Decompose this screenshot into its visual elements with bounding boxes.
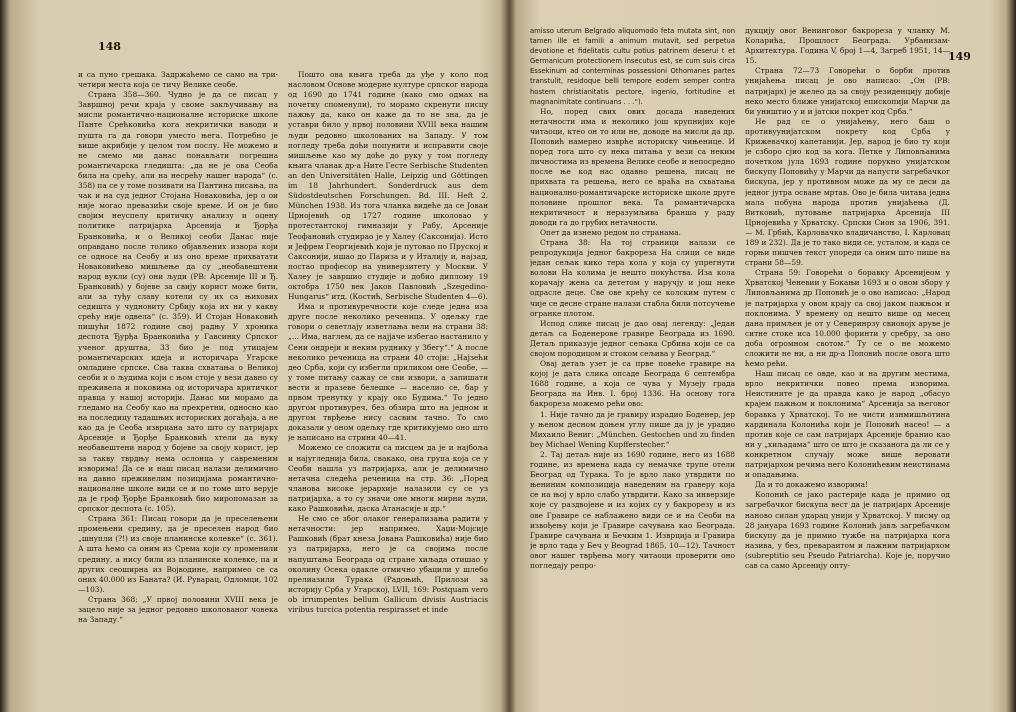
right-page-columns <box>530 26 950 696</box>
right-column-2 <box>745 26 950 696</box>
paragraph: Страна 38: На тој страници налази се репродукција једног бакрореза На слици се виде један сељак кико тера кола у која су упрегнути волови На колима је нешто покућства. Иза кола корачају жена са дететом у наручју и још неке одрасле деце. Све ове крећу се колским путем с чије се десне стране налази стабла били потсучење огранке плотом. <box>530 237 735 318</box>
paragraph: Пошто ова књига треба да уђе у коло под насловом Основе модерне културе српског народа од 1690 до 1741 године (како смо одмах на почетку споменули), то морамо скренути писцу пажњу да, како он каже да то не зна, да је уставри било у првој половини XVIII века нашим људи редовно школованих на Западу. У том погледу треба доћи попунити и исправити своје мишљење као му доће до руку у том погледу књига чланак др-а Нитe Гесте Serbische Studenten an den Universitäten Halle, Leipzig und Göttingen im 18 Jahrhundert. Sonderdruck aus dem Südostdeutschen Forschungen. Bd. III. Heft 2. München 1938. Из тога чланка видеће да се Јован Црнојевић од 1727 године школовао у протестантској гимназији у Рабу, Арсеније Теофановић студирао је у Халеу (Саксонија). Исто и Јефрем Георгијевић који је путовао по Пруској и Саксонији, ишао до Париза и у Италију и, најзад, постао професор на универзитету у Москви. У Халеу је завршио студије и добио диплому 19 октобра 1750 век Јаков Павловић „Szegedino-Hungarus“ итд. (Костић, Serbische Studenten 4—6). <box>288 70 488 302</box>
right-page <box>508 0 1016 712</box>
paragraph: Опет да изнемо редом по странама. <box>540 227 682 237</box>
paragraph: Страна 368; „У првој половини XVIII века је зацело није за једног редовно школованог човека на Западу.“ <box>78 594 278 625</box>
left-page-columns <box>78 70 488 690</box>
paragraph: Можемо се сложити са писцем да је и најбоља и најугледнија била, свакако, она група која се у Сеоби нашла уз патријарха, али је делимично нетачна следећа реченица на стр. 36: „Поред чланова високе јерархије налазили су се уз патријарха, а то су значи оне многи мирни људи, како Рашковићи, даска Атанасије и др.“ <box>288 443 488 514</box>
paragraph: Страна 358—360. Чудно је да се писац у Завршној речи краја у своме закључивању на мисли романтично-националне историске школе Панте Срећковића кога некритички наводи и пушта га да говори уместо њега. Потребно је више акрибије у целом том послу. Не можемо и не смемо ми данас понављати погрешна романтичарска гледишта: „да не је ова Сеоба била на срећу, али на несрећу нашег народа“ (с. 358) па се у томе позивати на Пантина писања, па чак и на суд једног Стојана Новаковића, јер о ои није могао превазићи своје време. И он је био својим неуспелу критичку анализу и оцену политике патријарха Арсенија и Ђорђа Бранковића, и о Великој сеоби Данас није оправдано после толико објављених извора који се односе на Сеобу и из оно време прихватати Новаковићево мишљење да су „необавештени народ вукли (су) они људи (РВ: Арсеније III и Ђ. Бранковић) у бојеве за свију корист може бити, али за туђу славу котели су их са њихових седишта у чудновиту Србију која их ни у какву срећу није одвела“ (с. 359). И Стојан Новаковић пишући 1872 године свој радњу У хроника деспота Ђурђа Бранковића у Гавсинку Српског ученог друштва, 33 био је под утицајем романтичарских идеја и историчара Угарске омладине српске. Сва таква схватања о Великој сеоби и о људима који с њом стоје у вези давно су преживела и поковима од историчара критичког правца у нашој историји. Данас ми морамо да гледамо на Сеобу као на прекретни, односно као на последицу тадашњих историских догађаја, а не као да је Сеоба изврцана зато што су патријарх Арсеније и Ђорђе Бранковић хтели да вуку необавештени народ у бојеве за своју корист, јер за такву тврдњу нема ослонца у савременим изворима! Да се и наш писац налази делимично на давно преживелим позицијама романтично-националне школе види се и по томе што верује да је гроф Ђорђе Бранковић био миропомазан за српског деспота (с. 105). <box>78 90 278 514</box>
paragraph: Наш писац се овде, као и на другим местима, врло некритички повео према изворима. Неистините је да правда како је народ „обасуо крајем пажњом и поклонима“ Арсенија за његовог боравка у Хрватској. То не чисти изнмишљотина кардинала Колонића који је Поповић насео! — а против које се сам патријарх Арсеније бранио као ни у „хиљадама“ што се што је сказанога да ли се у конкретном случају може више веровати патријархом речима него Колонићевим неистинама и опадањима. <box>745 369 950 480</box>
paragraph: Не смо се због олаког генерализања радити у нетачности: јер напримео, Хаџи-Мојсије Рашковић (брат кнеза Јована Рашковића) није био уз патријарха, него је са својима после напуштања Београда од стране хиљада отишао у околину Осека одакле отмично убацили у шлебо прелиазили Турака (Радоњић, Прилози за историју Срба у Угарској, LVII, 169: Postquam vero ob irrumpentes bellum Gallicum divisis Austriacis viribus turcica potentia respirasset et inde <box>288 514 488 614</box>
right-page-number: 149 <box>948 50 971 63</box>
paragraph: и са пуно грешака. Задржаћемо се само на три-четири места која се тичу Велике сеобе. <box>78 70 278 90</box>
paragraph: Не рад се о унијаћењу, него баш о противуунијатском покрету код Срба у Крижевачкој капетанији. Јер, народ је био ту који је сзборо сјио код за кога. Петке у Липовљанима почетком јула 1693 године порукно унијатском бискупу Поповићу у Марчи да напусти загребачког бискупа, јер у противном може да му се деси да једног јутра осване мртав. Ово је била читава једна мала побуна народа против унијаћења (Д. Витковић, путовање патријарха Арсенија III Црнојевића у Хрватску. Српски Сион за 1906, 391. — М. Грбић, Карловачко владичанство, I. Карловац 189 и 232). Да је то тако види се, усталом, и када се горњи пишчев текст упореди са оним што пише на страни 58—59. <box>745 116 950 268</box>
right-column-1 <box>530 26 735 696</box>
paragraph: Колонић се јако растерије када је примио од загребачког бискупа вест да је патријарх Арсеније наново силан ударац унији у Хрватској. У писму од 28 јануара 1693 године Колонић јављ загребачком бискупу да је примио тужбе на патријарха кога назива, у без, превараитом и лажним патријархом (subreptitio seu Pseudo Patriarcha). Које је, поручио сав са само Арсенију опту- <box>745 490 950 570</box>
paragraph: 1. Није тачно да је гравиру израдио Боденер, јер у њеном десном доњем углу пише да ју је урадио Михаило Вениг: „München. Gestochen und zu finden bey Michael Wening Kupfferstecher.“ <box>530 409 735 449</box>
left-column-2 <box>288 70 488 690</box>
left-page-number: 148 <box>98 40 121 53</box>
paragraph: Но, поред свих ових досада наведених нетачности има и неколико још крупнијих које читаоци, ктео он то или не, доводе на мисли да др. Поповић намерно изврће историску чињенице. И поред тога што су нека питања у вези са неким личностима из времена Велике сеобе и непосредно после ње код нас одавно решена, писац не прихвата та решења, него се враћа на схватања национално-романтичарске историске школе друге половине прошлог века. Та романтичарска некритичност и неразумљива бранша у раду доводи га до грубих нетачности. <box>530 106 735 227</box>
left-column-1 <box>78 70 278 690</box>
paragraph: Страна 59: Говорећи о боравку Арсенијеом у Хрватскoj Ченевии у Бокањи 1693 и о овом збору у Липовљанима др Поповић је о ово написао: „Народ је патријарха у овом крају са свој јаком пажњом и поклонима. У времену од нешто више од месец дана примљен је от у Северинрзу свиовојх аруве је ситне стоке иса 10.000 форинти у сребру, за оно доба огромном свотом.“ Ту се о не можемо сложити не ни, а ни др-а Поповић после овога што ћемо рећи. <box>745 268 950 369</box>
paragraph: дукцију овог Венинговог бакрореза у чланку М. Коларића, Прошлост Београда. Урбанизам-Архитектура. Година V, број 1—4, Загреб 1951, 14—15. <box>745 26 950 66</box>
paragraph: Страна 361: Писац говори да је преселењени промењени средину, да је преселен народ био „шнупли (?!) из своје планинске колевке“ (с. 361). А шта ћемо са оним из Срема који су променили средину, а нису били из планинске колевке, па и других сеоширна из Војводине, напримео се са оних 40.000 из Баната? (И. Руварац, Одломци, 102—103). <box>78 514 278 594</box>
paragraph: Да и то докажемо изворима! <box>755 480 869 490</box>
paragraph: 2. Тај детаљ није из 1690 године, него из 1688 године, из времена када су немачке трупе отели Београд од Турака. То је врло лако утврдити по њениним композиција наведеним на граверу која се на њој у врло слабо утврдити. Како за инверзије које су раздвојене и из којих су у бакрорезу и из ове Гравире се наблажено види се и на Сеоби на извођењу који је Гравире сачувана као Београда. Гравире сачувана и Бечким 1. Изврција и Гравира је врло тада у Беч у Beograd 1865, 10—12). Тачност овог нашег тврђења могу читаоци проверити оно погледају репро- <box>530 449 735 570</box>
paragraph: Страна 72—73 Говорећи о борби против унијаћења писац је ово написао: „Он (РВ: патријарх) је желео да за своју резиденцију добије неко место ближе унијатској епископији Марчи да би уништио у и и јатски покрет код Срба.“ <box>745 66 950 116</box>
paragraph: Овај детаљ узет је са прве повеће гравире на којој је дата слика опсаде Београда 6 септембра 1688 године, а која се чува у Музеју града Београда на Инв. I. број 1336. На основу тога бакрореза можемо рећи ово: <box>530 359 735 409</box>
paragraph: Има и противуречности које следе једна иза друге после неколико реченица. У одељку где говори о севетлају изветлања вели на страни 38: „... Има, наглем, да се најјаче избегао настанило у Сени ондреји и неким руднику у Збегу“.“ А после неколико реченица на страни 40 стоји: „Најзећи део Срба, који су избегли приликом оне Сеобе, — у томе питању сажау се сви извори, а запишати вести и празеве белешке — населио се, бар у првом тренутку у крају око Будима.“ То једно другом противуреч, без обзира што на једном и другом тврђење нису сасвим тачно. То смо доказали у оном одељку где критикујемо оно што је написано на стрини 40—41. <box>288 302 488 443</box>
paragraph: Испод слике писац је дао овај легенду: „Један детаљ са Боденерове гравире Београда из 1690. Детаљ приказује једног сељака Србина који се са својом породицом и стоком сељива у Београд.“ <box>530 318 735 358</box>
latin-quote-paragraph: amisso uterum Belgrado aliquomodo feta mutata sint, non tamen ille et famili a animum mutavit, sed perpetua devotione et fidelitatis cultu potius patrinem deserui t et Germanicum protectionem insecutus est, se cum suis circa Essekinum ad conterminas possessioni Othomanes partes transtulit, residoque belli tempore eodem semper contra hostem christianitatis pectore, ingenio, fortitudine et magnanimitate continuans . . .“). <box>530 27 735 106</box>
